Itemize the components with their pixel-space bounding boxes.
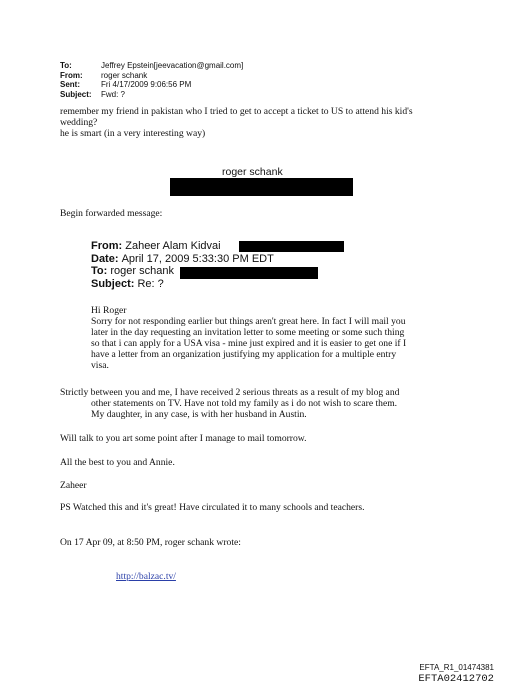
to-label: To: [60, 61, 72, 70]
fwd-from-label: From: [91, 240, 123, 252]
sender-sign: Zaheer [60, 480, 87, 491]
ps-line: PS Watched this and it's great! Have circulated it to many schools and teachers. [60, 502, 365, 513]
para1-line-1: Sorry for not responding earlier but things aren't great here. In fact I will mail you [91, 316, 406, 327]
para3: Will talk to you art some point after I manage to mail tomorrow. [60, 433, 307, 444]
sent-value: Fri 4/17/2009 9:06:56 PM [101, 80, 192, 89]
fwd-date-row [91, 253, 421, 266]
intro-text [60, 106, 480, 139]
bates-id-1: EFTA_R1_01474381 [419, 663, 494, 672]
begin-forwarded-label: Begin forwarded message: [60, 208, 163, 219]
fwd-subject-row [91, 278, 421, 291]
sent-label: Sent: [60, 80, 80, 89]
para1-line-5: visa. [91, 360, 109, 371]
fwd-subject-value: Re: ? [137, 277, 164, 290]
subject-label: Subject: [60, 89, 92, 99]
intro-line-2: wedding? [60, 117, 98, 128]
para2-line-1: Strictly between you and me, I have received 2 serious threats as a result of my blog and [60, 387, 400, 398]
bates-id-2: EFTA02412702 [418, 673, 494, 685]
fwd-date-label: Date: [91, 252, 119, 265]
greeting: Hi Roger [91, 305, 127, 316]
para1-line-4: have a letter from an organization justifying my application for a multiple entry [91, 349, 397, 360]
from-label: From: [60, 70, 83, 80]
intro-line-3: he is smart (in a very interesting way) [60, 128, 206, 139]
balzac-link[interactable]: http://balzac.tv/ [116, 571, 176, 582]
para1-line-3: so that i can apply for a USA visa - mine just expired and it is easier to get one if I [91, 338, 407, 349]
intro-line-1: remember my friend in pakistan who I tried to get to accept a ticket to US to attend his kid's [60, 106, 413, 117]
para2-line-3: My daughter, in any case, is with her husband in Austin. [91, 409, 307, 420]
fwd-to-label: To: [91, 265, 108, 278]
message-body-2 [60, 387, 480, 420]
para2-line-2: other statements on TV. Have not told my family as i do not wish to scare them. [91, 398, 398, 409]
redaction-block [170, 178, 353, 196]
fwd-date-value: April 17, 2009 5:33:30 PM EDT [121, 252, 274, 265]
redaction-block [180, 267, 318, 279]
fwd-from-value: Zaheer Alam Kidvai [125, 240, 221, 252]
from-value: roger schank [101, 70, 148, 80]
to-value: Jeffrey Epstein[jeevacation@gmail.com] [101, 61, 244, 70]
fwd-to-value: roger schank [110, 265, 174, 278]
subject-value: Fwd: ? [101, 89, 126, 99]
redaction-block [239, 241, 344, 252]
para1-line-2: later in the day requesting an invitation letter to some meeting or some such thing [91, 327, 405, 338]
fwd-subject-label: Subject: [91, 277, 135, 290]
quote-line: On 17 Apr 09, at 8:50 PM, roger schank wrote: [60, 537, 241, 548]
message-body-1 [91, 305, 461, 371]
signature-name: roger schank [222, 166, 283, 178]
para4: All the best to you and Annie. [60, 457, 175, 468]
